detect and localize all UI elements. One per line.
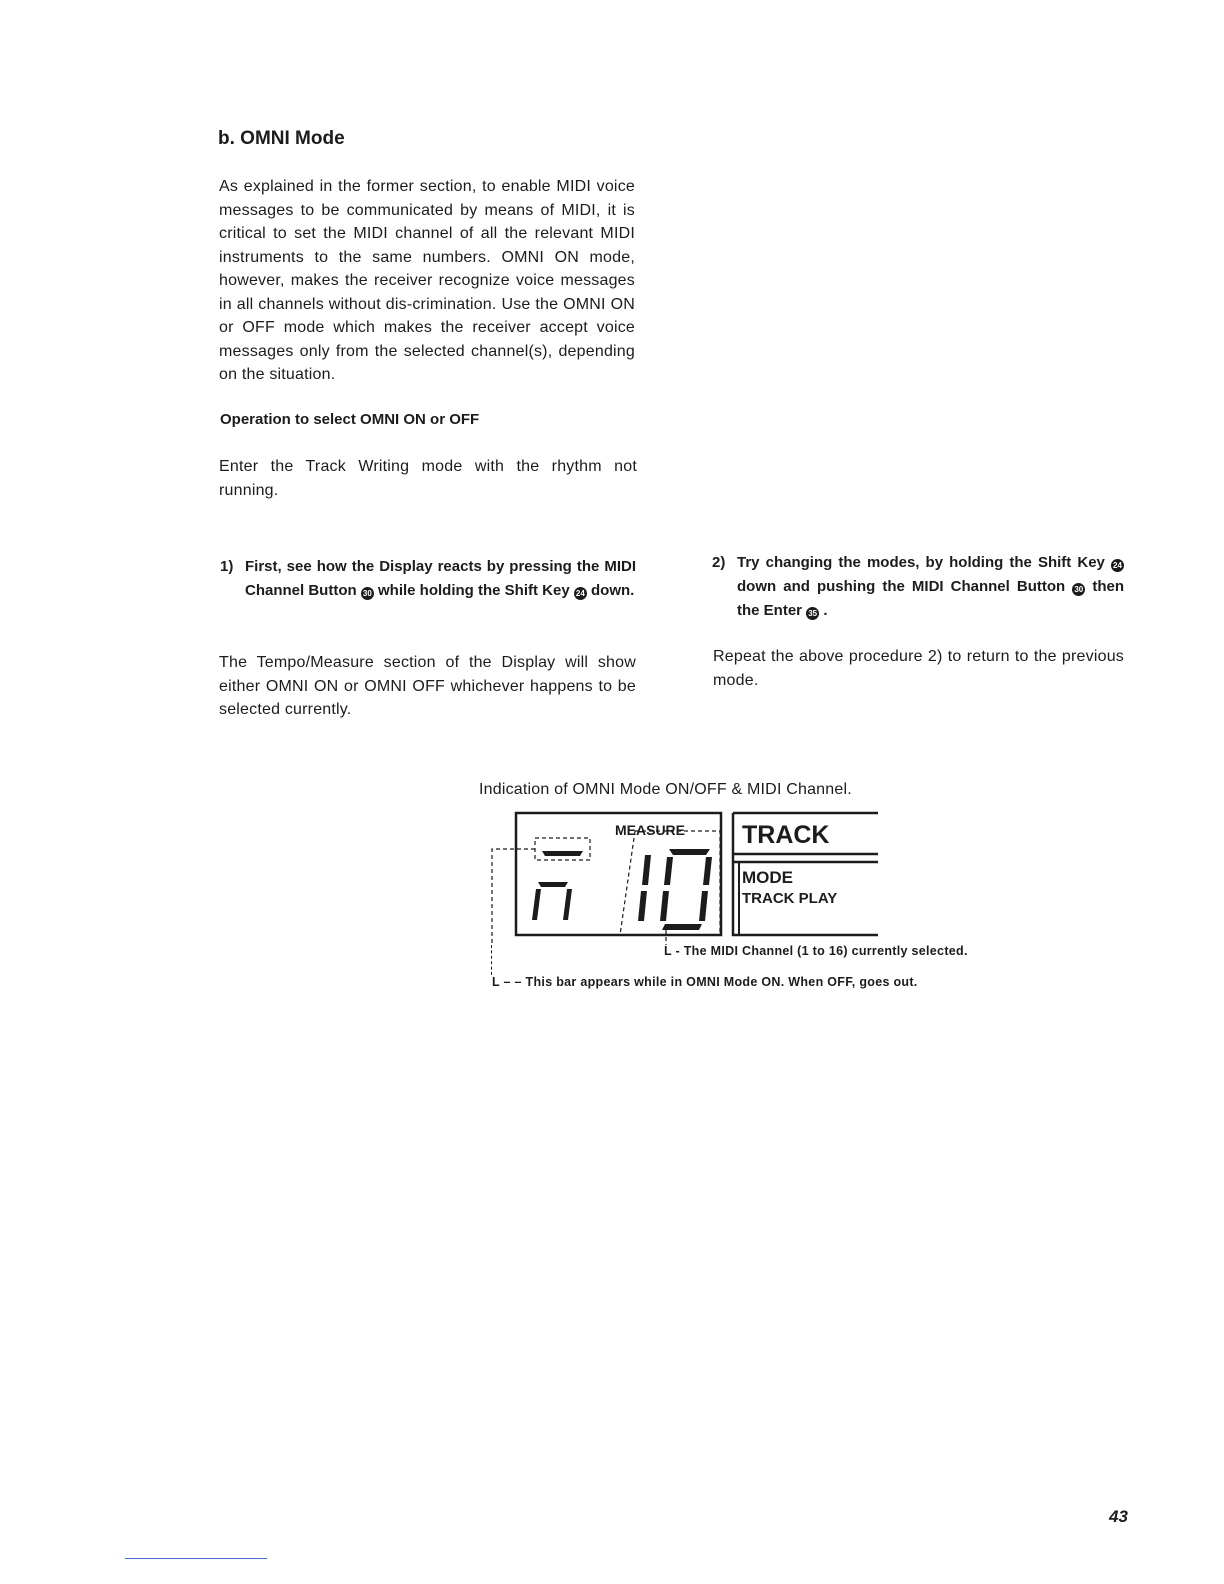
enter-mode-paragraph: Enter the Track Writing mode with the rhythm not running.: [219, 458, 637, 499]
operation-heading: Operation to select OMNI ON or OFF: [220, 411, 480, 428]
step-2-text-d: .: [823, 602, 828, 619]
midi-channel-note: [664, 944, 968, 958]
section-title: b. OMNI Mode: [218, 128, 345, 149]
omni-bar-segment: [542, 851, 583, 856]
step-2-text-b: down and pushing the MIDI Channel Button: [737, 578, 1066, 595]
digit-one-glyph: [638, 855, 651, 921]
step-2-text-a: Try changing the modes, by holding the Shift Key: [737, 554, 1105, 571]
track-label: TRACK: [742, 821, 830, 849]
step-2-result: Repeat the above procedure 2) to return to the previous mode.: [713, 648, 1124, 689]
figure-caption: Indication of OMNI Mode ON/OFF & MIDI Channel.: [479, 781, 852, 798]
omni-bar-note: [492, 975, 918, 989]
n-glyph: [532, 882, 572, 920]
enter-key-icon: 35: [806, 607, 819, 620]
mode-label: MODE: [742, 868, 793, 887]
step-2-text-c: then the Enter: [737, 578, 1125, 619]
measure-label: MEASURE: [615, 822, 686, 838]
midi-channel-button-icon: 30: [361, 587, 374, 600]
shift-key-icon: 24: [1111, 559, 1124, 572]
step-1-result: The Tempo/Measure section of the Display will show either OMNI ON or OMNI OFF whichever happens to be selected currently.: [219, 654, 636, 718]
step-2-instruction: [712, 551, 1124, 623]
shift-key-icon: 24: [574, 587, 587, 600]
midi-channel-note-prefix: L -: [664, 944, 680, 958]
omni-bar-outline: [535, 838, 590, 860]
step-1-text-b: while holding the Shift Key: [378, 582, 570, 599]
omni-bar-leader: [492, 849, 535, 945]
intro-paragraph: As explained in the former section, to enable MIDI voice messages to be communicated by means of MIDI, it is critical to set the MIDI channel of all the relevant MIDI instruments to the same numbers. OMNI ON mode, however, makes the receiver recognize voice messages in all channels without dis-crimination. Use the OMNI ON or OFF mode which makes the receiver accept voice messages only from the selected channel(s), depending on the situation.: [219, 178, 635, 383]
step-2-number: 2): [712, 554, 726, 571]
page-number: 43: [1109, 1507, 1128, 1526]
omni-bar-note-text: This bar appears while in OMNI Mode ON. When OFF, goes out.: [525, 975, 918, 989]
midi-channel-button-icon: 30: [1072, 583, 1085, 596]
midi-channel-note-text: The MIDI Channel (1 to 16) currently selected.: [683, 944, 968, 958]
step-1-number: 1): [220, 558, 234, 575]
step-1-text-a: First, see how the Display reacts by pressing the MIDI Channel Button: [245, 558, 636, 599]
step-1-text-c: down.: [591, 582, 635, 599]
omni-bar-leader-tail: [491, 945, 492, 975]
step-1-instruction: [220, 555, 636, 603]
track-play-label: TRACK PLAY: [742, 890, 838, 907]
omni-bar-note-prefix: L – –: [492, 975, 522, 989]
footer-rule: [125, 1558, 267, 1559]
display-illustration: [480, 805, 900, 945]
digit-zero-glyph: [660, 849, 712, 930]
